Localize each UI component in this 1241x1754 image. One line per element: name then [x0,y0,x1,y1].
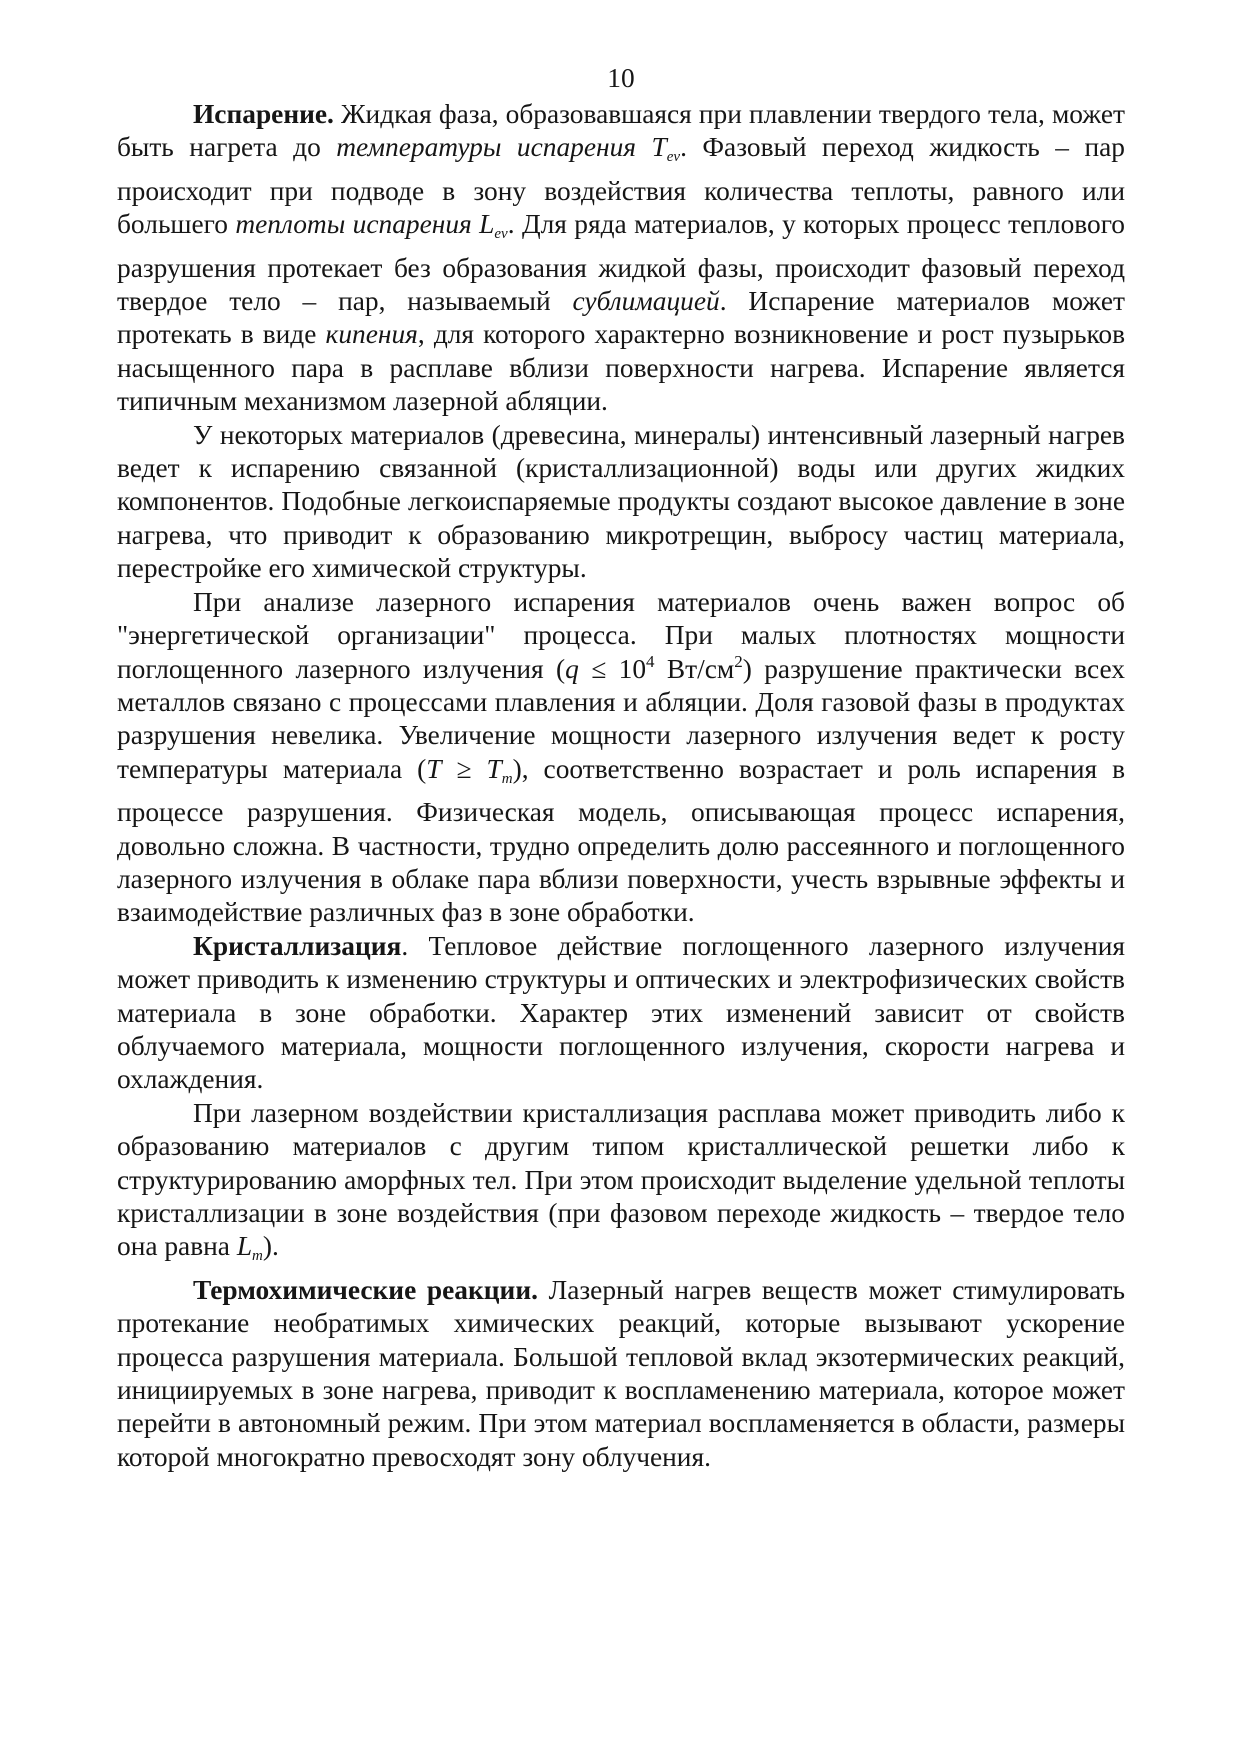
paragraph-crystallization-melt: При лазерном воздействии кристаллизация расплава может приводить либо к образованию материалов с другим типом кристаллической решетки либо к структурированию аморфных тел. При этом происходит выделение удельной теплоты кристаллизации в зоне воздействия (при фазовом переходе жидкость – твердое тело она равна $L_m$). [117,1097,1125,1265]
paragraph-crystallization: Кристаллизация. Тепловое действие поглощенного лазерного излучения может приводить к изменению структуры и оптических и электрофизических свойств материала в зоне обработки. Характер этих изменений зависит от свойств облучаемого материала, мощности поглощенного излучения, скорости нагрева и охлаждения. [117,930,1125,1095]
exponent: 2 [734,651,743,671]
var-q: q [565,653,579,684]
paragraph-minerals: У некоторых материалов (древесина, минералы) интенсивный лазерный нагрев ведет к испарению связанной (кристаллизационной) воды или других жидких компонентов. Подобные легкоиспаряемые продукты создают высокое давление в зоне нагрева, что приводит к образованию микротрещин, выбросу частиц материала, перестройке его химической структуры. [117,419,1125,584]
var-L: L [479,209,495,240]
heading-crystallization: Кристаллизация [193,930,402,961]
paragraph-thermochemical: Термохимические реакции. Лазерный нагрев веществ может стимулировать протекание необратимых химических реакций, которые вызывают ускорение процесса разрушения материала. Большой тепловой вклад экзотермических реакций, инициируемых в зоне нагрева, приводит к воспламенению материала, которое может перейти в автономный режим. При этом материал воспламеняется в области, размеры которой многократно превосходят зону облучения. [117,1274,1125,1472]
sub-m: m [252,1248,263,1265]
document-page [117,62,1125,1474]
heading-thermochemical: Термохимические реакции. [193,1274,538,1305]
paragraph-energy-organization: При анализе лазерного испарения материалов очень важен вопрос об "энергетической организации" процесса. При малых плотностях мощности поглощенного лазерного излучения ($q \le 10^4$ $Вт/см^2$) разрушение практически всех металлов связано с процессами плавления и абляции. Доля газовой фазы в продуктах разрушения невелика. Увеличение мощности лазерного излучения ведет к росту температуры материала $(T \ge T_m)$, соответственно возрастает и роль испарения в процессе разрушения. Физическая модель, описывающая процесс испарения, довольно сложна. В частности, трудно определить долю рассеянного и поглощенного лазерного излучения в облаке пара вблизи поверхности, учесть взрывные эффекты и взаимодействие различных фаз в зоне обработки. [117,586,1126,928]
var-L: L [236,1231,253,1262]
sub-ev: ev [494,226,508,243]
sub-ev: ev [666,149,681,166]
page-number: 10 [607,63,635,93]
heading-evaporation: Испарение. [193,99,334,129]
exponent: 4 [646,651,655,671]
var-T: T [426,753,442,784]
var-T: T [486,753,502,784]
sub-m: m [501,770,513,787]
var-T: T [651,132,667,163]
paragraph-evaporation: Испарение. Жидкая фаза, образовавшаяся при плавлении твердого тела, может быть нагрета до температуры испарения $T_{ev}$. Фазовый переход жидкость – пар происходит при подводе в зону воздействия количества теплоты, равного или большего теплоты испарения $L_{ev}$. Для ряда материалов, у которых процесс теплового разрушения протекает без образования жидкой фазы, происходит фазовый переход твердое тело – пар, называемый сублимацией. Испарение материалов может протекать в виде кипения, для которого характерно возникновение и рост пузырьков насыщенного пара в расплаве вблизи поверхности нагрева. Испарение является типичным механизмом лазерной абляции. [117,99,1126,417]
